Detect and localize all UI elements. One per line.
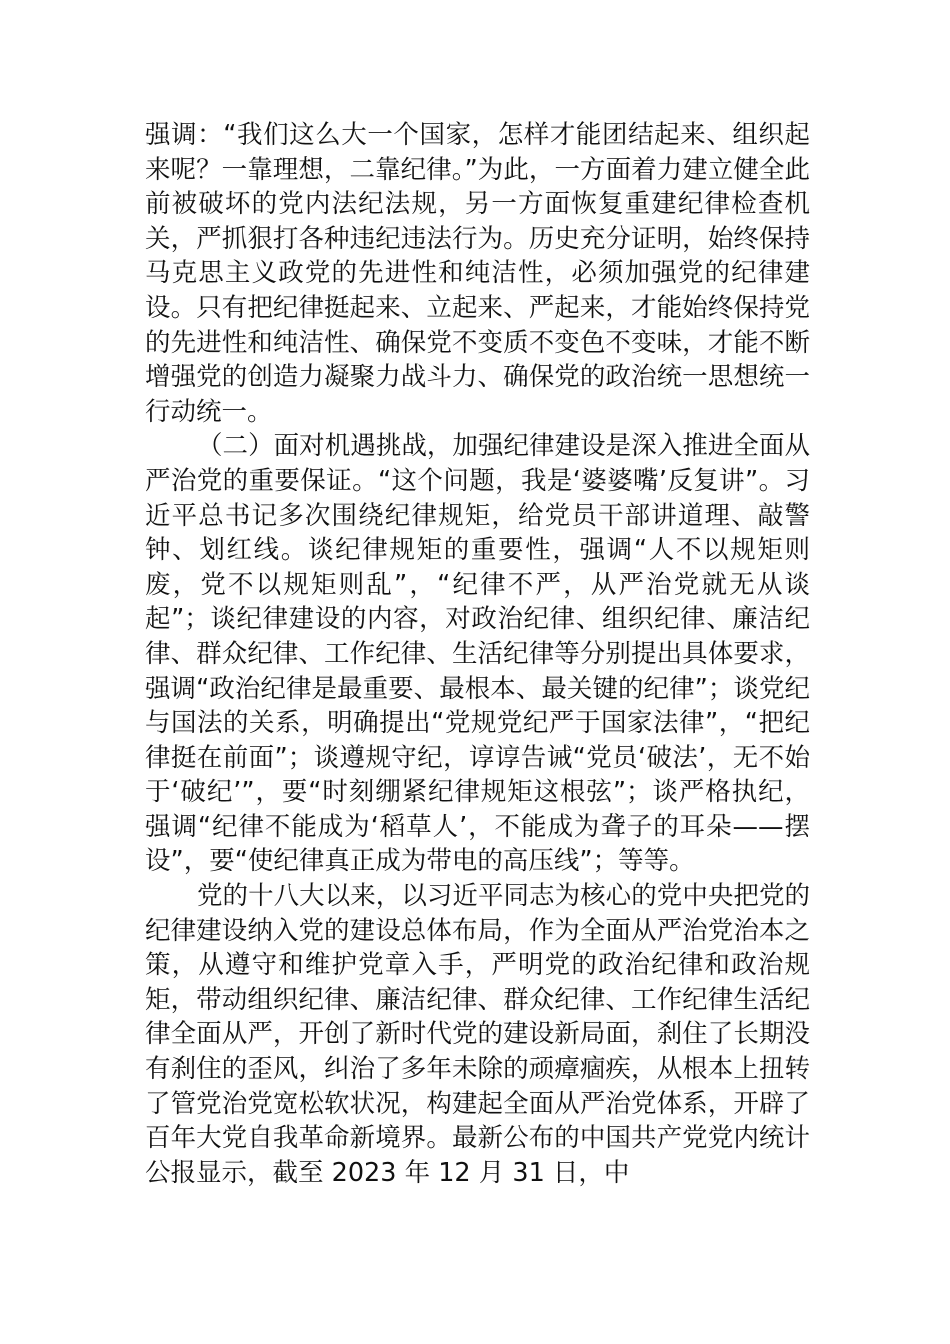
- paragraph-1: 强调：“我们这么大一个国家，怎样才能团结起来、组织起来呢？一靠理想，二靠纪律。”为此，一方面着力建立健全此前被破坏的党内法纪法规，另一方面恢复重建纪律检查机关，严抓狠打各种违纪违法行为。历史充分证明，始终保持马克思主义政党的先进性和纯洁性，必须加强党的纪律建设。只有把纪律挺起来、立起来、严起来，才能始终保持党的先进性和纯洁性、确保党不变质不变色不变味，才能不断增强党的创造力凝聚力战斗力、确保党的政治统一思想统一行动统一。: [145, 120, 810, 427]
- paragraph-2: （二）面对机遇挑战，加强纪律建设是深入推进全面从严治党的重要保证。“这个问题，我是‘婆婆嘴’反复讲”。习近平总书记多次围绕纪律规矩，给党员干部讲道理、敲警钟、划红线。谈纪律规矩的重要性，强调“人不以规矩则废，党不以规矩则乱”，“纪律不严，从严治党就无从谈起”；谈纪律建设的内容，对政治纪律、组织纪律、廉洁纪律、群众纪律、工作纪律、生活纪律等分别提出具体要求，强调“政治纪律是最重要、最根本、最关键的纪律”；谈党纪与国法的关系，明确提出“党规党纪严于国家法律”，“把纪律挺在前面”；谈遵规守纪，谆谆告诫“党员‘破法’，无不始于‘破纪’”，要“时刻绷紧纪律规矩这根弦”；谈严格执纪，强调“纪律不能成为‘稻草人’，不能成为聋子的耳朵——摆设”，要“使纪律真正成为带电的高压线”；等等。: [145, 431, 810, 877]
- body-text: [145, 118, 810, 1190]
- paragraph-3: 党的十八大以来，以习近平同志为核心的党中央把党的纪律建设纳入党的建设总体布局，作为全面从严治党治本之策，从遵守和维护党章入手，严明党的政治纪律和政治规矩，带动组织纪律、廉洁纪律、群众纪律、工作纪律生活纪律全面从严，开创了新时代党的建设新局面，刹住了长期没有刹住的歪风，纠治了多年未除的顽瘴痼疾，从根本上扭转了管党治党宽松软状况，构建起全面从严治党体系，开辟了百年大党自我革命新境界。最新公布的中国共产党党内统计公报显示，截至 2023 年 12 月 31 日，中: [145, 881, 810, 1188]
